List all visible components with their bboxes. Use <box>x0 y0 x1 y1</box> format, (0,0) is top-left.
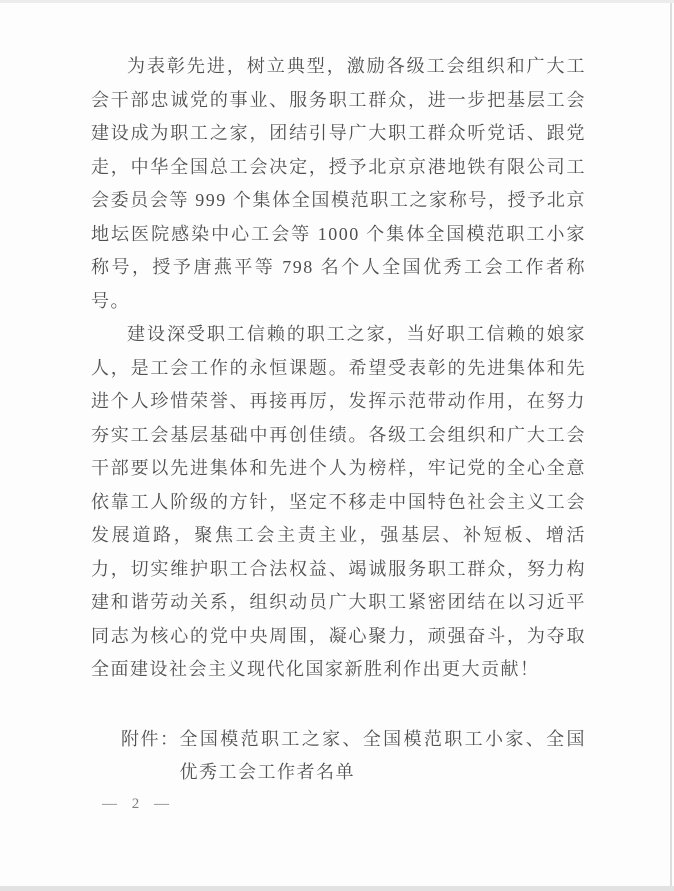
paragraph-commendation: 为表彰先进，树立典型，激励各级工会组织和广大工会干部忠诚党的事业、服务职工群众，进一步把基层工会建设成为职工之家，团结引导广大职工群众听党话、跟党走，中华全国总工会决定，授予北京京港地铁有限公司工会委员会等 999 个集体全国模范职工之家称号，授予北京地坛医院感染中心工会等 1000 个集体全国模范职工小家称号，授予唐燕平等 798 名个人全国优秀工会工作者称号。 <box>91 56 586 311</box>
attachment-label: 附件： <box>121 728 180 749</box>
attachment-note <box>121 723 586 790</box>
document-body <box>91 50 586 790</box>
attachment-text: 全国模范职工之家、全国模范职工小家、全国优秀工会工作者名单 <box>179 728 586 782</box>
footer-right-dash: — <box>154 796 169 812</box>
scan-edge-right <box>670 3 672 886</box>
scan-edge-bottom <box>0 886 674 891</box>
scan-edge-top <box>0 0 674 3</box>
paragraph-exhortation: 建设深受职工信赖的职工之家，当好职工信赖的娘家人，是工会工作的永恒课题。希望受表彰的先进集体和先进个人珍惜荣誉、再接再厉，发挥示范带动作用，在努力夯实工会基层基础中再创佳绩。各级工会组织和广大工会干部要以先进集体和先进个人为榜样，牢记党的全心全意依靠工人阶级的方针，坚定不移走中国特色社会主义工会发展道路，聚焦工会主责主业，强基层、补短板、增活力，切实维护职工合法权益、竭诚服务职工群众，努力构建和谐劳动关系，组织动员广大职工紧密团结在以习近平同志为核心的党中央周围，凝心聚力，顽强奋斗，为夺取全面建设社会主义现代化国家新胜利作出更大贡献！ <box>91 324 586 679</box>
page-number-footer <box>102 795 169 813</box>
footer-left-dash: — <box>102 796 117 812</box>
footer-page-number: 2 <box>131 796 140 812</box>
